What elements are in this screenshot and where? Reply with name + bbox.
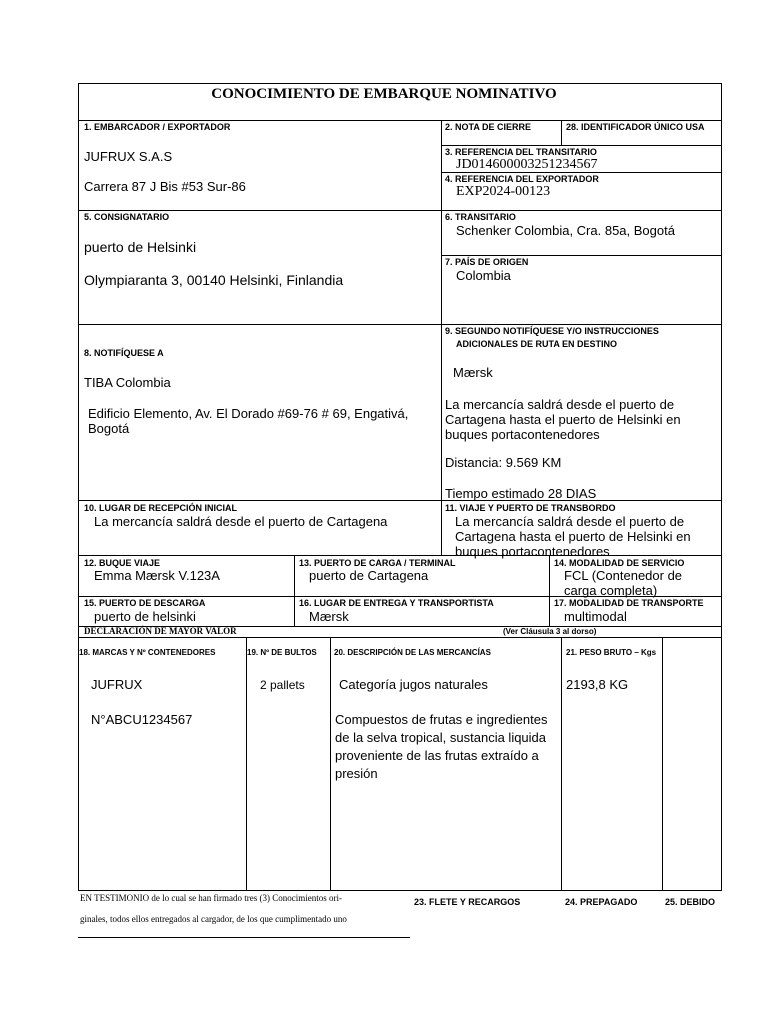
rule: [561, 637, 562, 891]
description-label: 20. DESCRIPCIÓN DE LAS MERCANCÍAS: [334, 648, 491, 657]
loading-port: puerto de Cartagena: [309, 568, 429, 583]
usa-identifier-label: 28. IDENTIFICADOR ÚNICO USA: [566, 122, 705, 132]
packages: 2 pallets: [260, 678, 305, 692]
discharge-port-label: 15. PUERTO DE DESCARGA: [84, 598, 206, 608]
rule: [330, 637, 331, 891]
declaration-label: DECLARACIÓN DE MAYOR VALOR: [84, 626, 237, 636]
receipt-place: La mercancía saldrá desde el puerto de Cartagena: [94, 514, 388, 529]
exporter-ref: EXP2024-00123: [456, 184, 551, 199]
closing-note-label: 2. NOTA DE CIERRE: [445, 122, 532, 132]
forwarder: Schenker Colombia, Cra. 85a, Bogotá: [456, 223, 675, 238]
marks: JUFRUX: [91, 677, 143, 692]
rule: [662, 637, 663, 891]
rule: [78, 500, 722, 501]
shipper-name: JUFRUX S.A.S: [84, 149, 173, 164]
route-instructions: La mercancía saldrá desde el puerto de Cartagena hasta el puerto de Helsinki en buques portacontenedores: [445, 397, 681, 442]
consignee-name: puerto de Helsinki: [84, 239, 197, 255]
transport-mode: multimodal: [564, 609, 627, 624]
service-mode-label: 14. MODALIDAD DE SERVICIO: [554, 558, 685, 568]
packages-label: 19. Nº DE BULTOS: [247, 648, 317, 657]
rule: [78, 637, 722, 638]
rule: [441, 145, 722, 146]
origin-country: Colombia: [456, 268, 511, 283]
forwarder-ref-label: 3. REFERENCIA DEL TRANSITARIO: [445, 147, 597, 157]
notify-name: TIBA Colombia: [84, 375, 171, 390]
loading-port-label: 13. PUERTO DE CARGA / TERMINAL: [299, 558, 456, 568]
delivery-carrier-label: 16. LUGAR DE ENTREGA Y TRANSPORTISTA: [299, 598, 494, 608]
forwarder-ref: JD014600003251234567: [456, 157, 598, 172]
second-notify: Mærsk: [453, 365, 493, 380]
rule: [78, 120, 722, 121]
gross-weight-label: 21. PESO BRUTO – Kgs: [566, 648, 657, 657]
rule: [78, 210, 722, 211]
service-mode: FCL (Contenedor de carga completa): [564, 568, 683, 598]
container-number: N°ABCU1234567: [91, 712, 193, 727]
rule: [441, 120, 442, 555]
rule: [246, 637, 247, 891]
rule: [294, 555, 295, 626]
testimony-line-1: EN TESTIMONIO de lo cual se han firmado tres (3) Conocimientos ori-: [80, 893, 343, 903]
rule: [561, 120, 562, 145]
exporter-ref-label: 4. REFERENCIA DEL EXPORTADOR: [445, 174, 599, 184]
receipt-place-label: 10. LUGAR DE RECEPCIÓN INICIAL: [84, 503, 238, 513]
transport-mode-label: 17. MODALIDAD DE TRANSPORTE: [554, 598, 704, 608]
rule: [441, 255, 722, 256]
description-title: Categoría jugos naturales: [339, 677, 488, 692]
second-notify-label-line2: ADICIONALES DE RUTA EN DESTINO: [456, 339, 618, 349]
discharge-port: puerto de helsinki: [94, 609, 196, 624]
testimony-line-2: ginales, todos ellos entregados al cargador, de los que cumplimentado uno: [80, 914, 347, 924]
clause-note: (Ver Cláusula 3 al dorso): [503, 627, 597, 636]
delivery-carrier: Mærsk: [309, 609, 349, 624]
notify-address: Edificio Elemento, Av. El Dorado #69-76 # 69, Engativá, Bogotá: [88, 406, 409, 436]
vessel-label: 12. BUQUE VIAJE: [84, 558, 161, 568]
consignee-address: Olympiaranta 3, 00140 Helsinki, Finlandia: [84, 272, 344, 288]
gross-weight: 2193,8 KG: [566, 677, 629, 692]
rule: [549, 555, 550, 626]
consignee-label: 5. CONSIGNATARIO: [84, 212, 170, 222]
second-notify-label-line1: 9. SEGUNDO NOTIFÍQUESE Y/O INSTRUCCIONES: [445, 326, 659, 336]
shipper-address: Carrera 87 J Bis #53 Sur-86: [84, 179, 246, 194]
distance: Distancia: 9.569 KM: [445, 455, 562, 470]
rule: [441, 172, 722, 173]
rule: [78, 324, 722, 325]
transshipment-label: 11. VIAJE Y PUERTO DE TRANSBORDO: [445, 503, 616, 513]
forwarder-label: 6. TRANSITARIO: [445, 212, 516, 222]
notify-label: 8. NOTIFÍQUESE A: [84, 348, 164, 358]
estimated-time: Tiempo estimado 28 DIAS: [445, 486, 597, 501]
due-label: 25. DEBIDO: [665, 897, 716, 907]
origin-country-label: 7. PAÍS DE ORIGEN: [445, 257, 529, 267]
signature-line: [78, 937, 410, 938]
document-title: CONOCIMIENTO DE EMBARQUE NOMINATIVO: [211, 86, 557, 102]
description-body: Compuestos de frutas e ingredientes de la selva tropical, sustancia liquida proveniente de las frutas extraído a presión: [335, 712, 548, 781]
transshipment: La mercancía saldrá desde el puerto de Cartagena hasta el puerto de Helsinki en buques portacontenedores: [455, 514, 691, 559]
vessel: Emma Mærsk V.123A: [94, 568, 220, 583]
marks-label: 18. MARCAS Y Nº CONTENEDORES: [79, 648, 216, 657]
prepaid-label: 24. PREPAGADO: [565, 897, 638, 907]
shipper-label: 1. EMBARCADOR / EXPORTADOR: [84, 122, 231, 132]
freight-label: 23. FLETE Y RECARGOS: [414, 897, 521, 907]
